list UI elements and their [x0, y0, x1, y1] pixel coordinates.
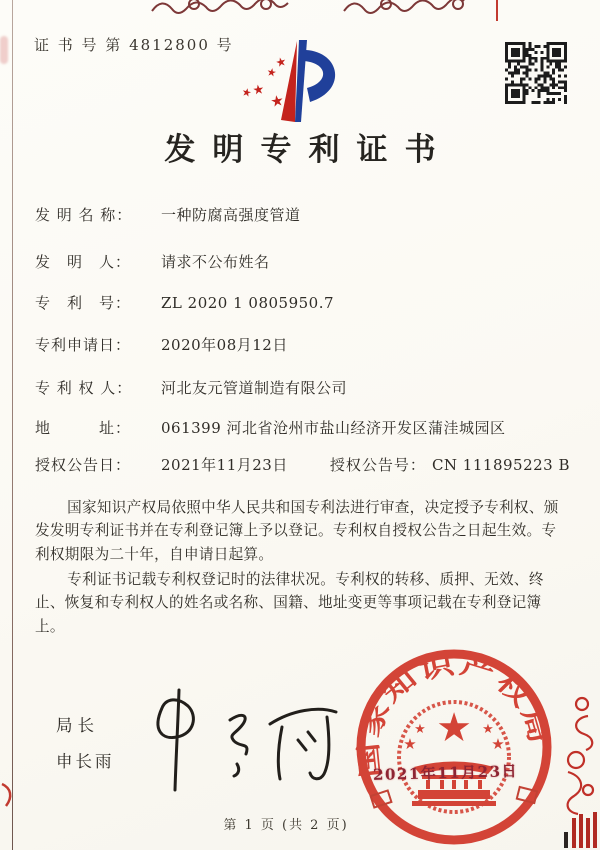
director-name: 申长雨	[56, 752, 115, 771]
svg-text:★: ★	[240, 85, 253, 100]
seal-text: 国家知识产权局	[354, 650, 552, 780]
field-value: 2020年08月12日	[161, 336, 288, 354]
legal-paragraph-2: 专利证书记载专利权登记时的法律状况。专利权的转移、质押、无效、终止、恢复和专利权人的姓名或名称、国籍、地址变更等事项记载在专利登记簿上。	[35, 571, 544, 635]
field-label: 发 明 人：	[35, 253, 132, 271]
svg-text:★: ★	[436, 705, 472, 751]
field-label: 发 明 名 称：	[35, 206, 133, 224]
legal-text	[35, 496, 567, 640]
national-emblem-icon	[403, 705, 504, 806]
director-title: 局长	[56, 716, 99, 735]
qr-code	[505, 42, 567, 104]
field-value: ZL 2020 1 0805950.7	[161, 294, 335, 312]
svg-text:★: ★	[265, 65, 278, 80]
field-inventor	[35, 251, 570, 272]
field-invention-name	[35, 204, 570, 225]
field-label: 专 利 权 人：	[35, 379, 133, 397]
field-value: 一种防腐高强度管道	[161, 206, 301, 224]
svg-text:★: ★	[403, 735, 417, 753]
field-label: 授权公告号：	[329, 456, 426, 474]
field-value: CN 111895223 B	[431, 456, 570, 474]
field-value: 2021年11月23日	[161, 456, 288, 474]
svg-text:★: ★	[251, 82, 266, 99]
cnipa-patent-logo-icon	[240, 36, 360, 128]
field-filing-date	[35, 334, 570, 355]
field-value: 请求不公布姓名	[161, 253, 270, 271]
field-label: 地 址：	[35, 419, 132, 437]
handwritten-signature	[122, 682, 352, 797]
field-label: 授权公告日：	[35, 456, 132, 474]
bottom-left-ornament	[0, 782, 18, 810]
seal-date-stamp: 2021年11月23日	[372, 762, 519, 784]
field-label: 专 利 号：	[35, 294, 132, 312]
top-ornament-border	[148, 0, 512, 21]
svg-text:★: ★	[268, 91, 286, 112]
field-patentee	[35, 377, 570, 398]
svg-text:★: ★	[414, 722, 426, 737]
page-number: 第 1 页 (共 2 页)	[223, 818, 349, 833]
field-patent-number	[35, 292, 570, 313]
field-grant-number	[330, 454, 570, 475]
field-label: 专利申请日：	[35, 336, 132, 354]
svg-text:★: ★	[482, 722, 494, 737]
red-smudge	[0, 36, 8, 64]
field-value: 061399 河北省沧州市盐山经济开发区蒲洼城园区	[161, 419, 506, 437]
field-value: 河北友元管道制造有限公司	[161, 379, 348, 397]
field-grant-date	[35, 454, 330, 475]
field-address	[35, 417, 570, 438]
page-title: 发明专利证书	[164, 132, 453, 168]
field-grant-row	[35, 454, 570, 475]
legal-paragraph-1: 国家知识产权局依照中华人民共和国专利法进行审查，决定授予专利权、颁发发明专利证书并在专利登记簿上予以登记。专利权自授权公告之日起生效。专利权期限为二十年，自申请日起算。	[35, 499, 559, 563]
svg-text:★: ★	[491, 735, 505, 753]
svg-text:★: ★	[274, 54, 288, 71]
certificate-number: 证 书 号 第 4812800 号	[34, 36, 234, 54]
